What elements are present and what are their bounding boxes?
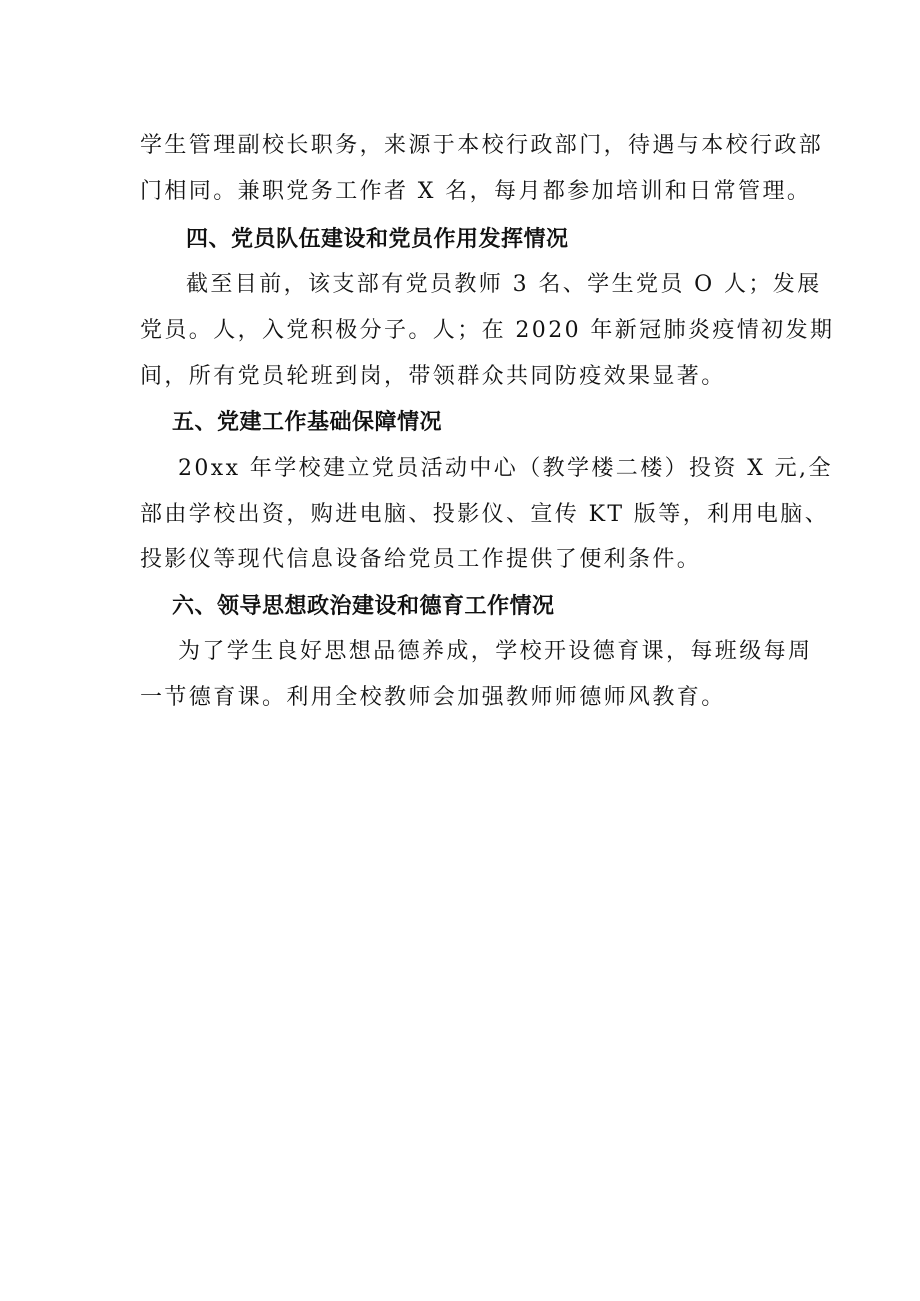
paragraph-line: 党员。人，入党积极分子。人；在 2020 年新冠肺炎疫情初发期: [140, 318, 835, 343]
paragraph-line: 截至目前，该支部有党员教师 3 名、学生党员 O 人；发展: [186, 272, 822, 297]
paragraph-line: 为了学生良好思想品德养成，学校开设德育课，每班级每周: [178, 639, 813, 664]
section-heading-4: 四、党员队伍建设和党员作用发挥情况: [186, 227, 569, 252]
paragraph-line: 一节德育课。利用全校教师会加强教师师德师风教育。: [140, 685, 726, 710]
paragraph-line: 间，所有党员轮班到岗，带领群众共同防疫效果显著。: [140, 364, 726, 389]
paragraph-line: 20xx 年学校建立党员活动中心（教学楼二楼）投资 X 元,全: [178, 456, 833, 481]
paragraph-line: 部由学校出资，购进电脑、投影仪、宣传 KT 版等，利用电脑、: [140, 502, 830, 527]
section-heading-6: 六、领导思想政治建设和德育工作情况: [172, 594, 555, 619]
paragraph-line: 门相同。兼职党务工作者 X 名，每月都参加培训和日常管理。: [140, 179, 812, 204]
paragraph-line: 投影仪等现代信息设备给党员工作提供了便利条件。: [140, 547, 702, 572]
paragraph-line: 学生管理副校长职务，来源于本校行政部门，待遇与本校行政部: [140, 133, 824, 158]
section-heading-5: 五、党建工作基础保障情况: [172, 410, 443, 435]
